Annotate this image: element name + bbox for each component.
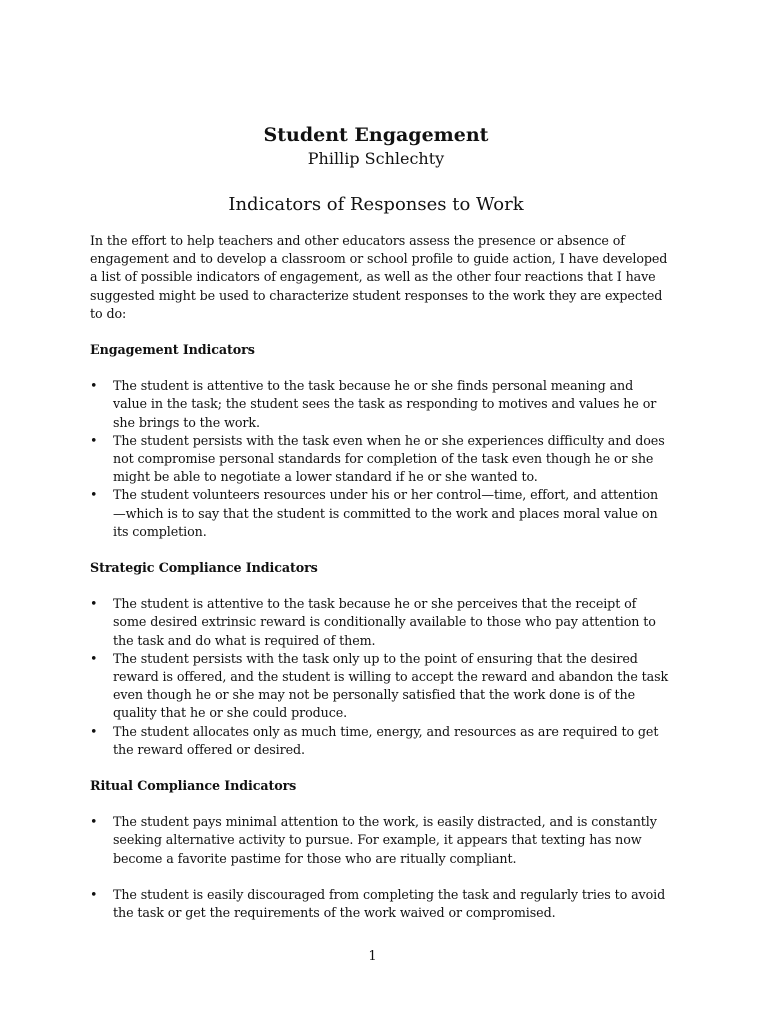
page-number: 1	[368, 949, 377, 964]
list-item-text: The student is attentive to the task because he or she finds personal meaning and value in the task; the student sees the task as responding to motives and values he or she brings to the work.	[113, 378, 657, 430]
list-item	[90, 813, 670, 868]
document-header	[0, 122, 752, 217]
document-body	[90, 232, 670, 922]
bullet-icon	[90, 432, 100, 450]
bullet-icon	[90, 886, 100, 904]
bullet-icon	[90, 650, 100, 668]
document-title: Student Engagement	[263, 124, 489, 146]
bullet-icon	[90, 723, 100, 741]
section-heading-strategic-compliance: Strategic Compliance Indicators	[90, 560, 318, 576]
list-item-text: The student persists with the task even when he or she experiences difficulty and does not compromise personal standards for completion of the task even though he or she might be able to negotiate a lower standard if he or she wanted to.	[113, 432, 665, 485]
bullet-icon	[90, 595, 100, 613]
document-author: Phillip Schlechty	[307, 149, 445, 168]
bullet-icon	[90, 813, 100, 831]
bullet-icon	[90, 486, 100, 504]
list-item-text: The student allocates only as much time, energy, and resources as are required to get the reward offered or desired.	[113, 723, 659, 757]
list-item	[90, 377, 670, 432]
ritual-compliance-indicators-list	[90, 813, 670, 922]
list-item-text: The student pays minimal attention to the work, is easily distracted, and is constantly seeking alternative activity to pursue. For example, it appears that texting has now become a favorite pastime for those who are ritually compliant.	[113, 814, 657, 866]
list-item	[90, 432, 670, 487]
strategic-compliance-indicators-list	[90, 595, 670, 759]
section-heading-engagement: Engagement Indicators	[90, 342, 255, 358]
list-item	[90, 595, 670, 650]
list-item	[90, 486, 670, 541]
list-item-text: The student volunteers resources under his or her control—time, effort, and attention—which is to say that the student is committed to the work and places moral value on its completion.	[113, 487, 659, 539]
list-item	[90, 723, 670, 759]
section-heading-ritual-compliance: Ritual Compliance Indicators	[90, 778, 297, 794]
intro-paragraph: In the effort to help teachers and other educators assess the presence or absence of engagement and to develop a classroom or school profile to guide action, I have developed a list of possible indicators of engagement, as well as the other four reactions that I have suggested might be used to characterize student responses to the work they are expected to do:	[90, 233, 668, 321]
list-item-text: The student is easily discouraged from completing the task and regularly tries to avoid the task or get the requirements of the work waived or compromised.	[113, 886, 666, 921]
list-item-text: The student is attentive to the task because he or she perceives that the receipt of some desired extrinsic reward is conditionally available to those who pay attention to the task and do what is required of them.	[113, 596, 656, 648]
bullet-icon	[90, 377, 100, 395]
document-subtitle: Indicators of Responses to Work	[228, 194, 524, 215]
engagement-indicators-list	[90, 377, 670, 541]
list-item	[90, 886, 670, 922]
list-item-text: The student persists with the task only up to the point of ensuring that the desired reward is offered, and the student is willing to accept the reward and abandon the task even though he or she may not be personally satisfied that the work done is of the quality that he or she could produce.	[113, 650, 669, 721]
list-item	[90, 650, 670, 723]
